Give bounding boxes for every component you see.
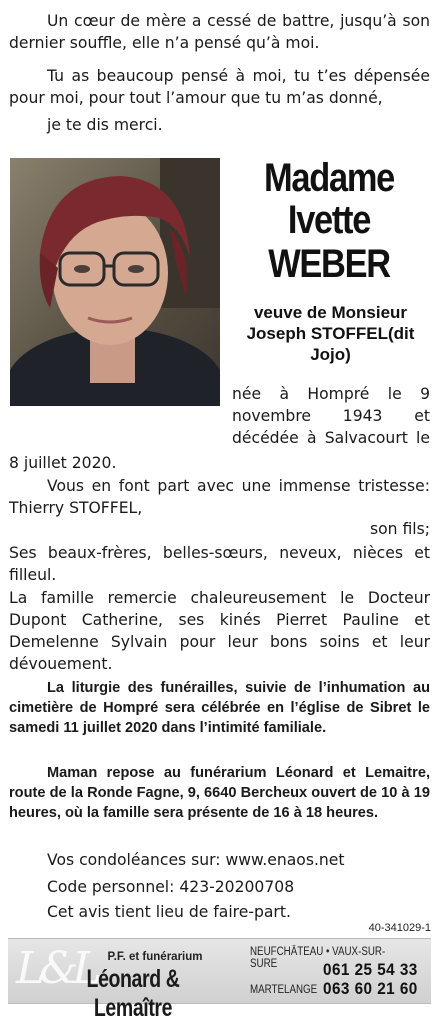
deceased-last-name: WEBER: [268, 242, 390, 286]
deceased-first-name: Ivette: [287, 198, 371, 242]
reference-number: 40-341029-1: [368, 922, 431, 934]
funeral-home-name: Léonard & Lemaître: [86, 965, 180, 1022]
condolences-line: Vos condoléances sur: www.enaos.net: [47, 851, 345, 869]
phone-1: 061 25 54 33: [323, 960, 418, 979]
location-1: NEUFCHÂTEAU • VAUX-SUR-SURE: [250, 946, 386, 970]
repose-paragraph: Maman repose au funérarium Léonard et Lemaitre, route de la Ronde Fagne, 9, 6640 Bercheux ouvert de 10 à 19 heures, où la famille sera présente de 16 à 18 heures.: [9, 765, 430, 821]
intro-paragraph-1: Un cœur de mère a cessé de battre, jusqu’à son dernier souffle, elle n’a pensé qu’à moi.: [9, 12, 430, 52]
deceased-title: Madame: [264, 156, 394, 200]
location-2: MARTELANGE: [250, 984, 318, 996]
thanks-paragraph: La famille remercie chaleureusement le Docteur Dupont Catherine, ses kinés Pierret Pauline et Demelenne Sylvain pour leur bons soins et leur dévouement.: [9, 589, 430, 673]
death-date: 8 juillet 2020.: [9, 454, 117, 472]
portrait-illustration: [10, 158, 220, 406]
funeral-home-banner: [8, 938, 431, 1022]
birth-death-info: née à Hompré le 9 novembre 1943 et décédée à Salvacourt le: [232, 385, 430, 447]
son-label: son fils;: [369, 520, 430, 538]
personal-code: Code personnel: 423-20200708: [47, 878, 295, 896]
widow-of: veuve de Monsieur Joseph STOFFEL(dit Jojo): [246, 303, 415, 364]
intro-paragraph-2: Tu as beaucoup pensé à moi, tu t’es dépensée pour moi, pour tout l’amour que tu m’as donné,: [9, 67, 430, 107]
phone-2: 063 60 21 60: [323, 979, 418, 998]
relatives: Ses beaux-frères, belles-sœurs, neveux, nièces et filleul.: [9, 544, 430, 584]
liturgy-paragraph: La liturgie des funérailles, suivie de l’inhumation au cimetière de Hompré sera célébrée en l’église de Sibret le samedi 11 juillet 2020 dans l’intimité familiale.: [9, 680, 430, 736]
portrait-photo: [10, 158, 220, 406]
intro-paragraph-3: je te dis merci.: [47, 116, 163, 134]
funeral-home-type: P.F. et funérarium: [107, 951, 203, 963]
family-announcement: Vous en font part avec une immense tristesse: Thierry STOFFEL,: [9, 477, 430, 517]
funeral-home-logo: L&L: [16, 943, 96, 994]
notice-line: Cet avis tient lieu de faire-part.: [47, 903, 291, 921]
